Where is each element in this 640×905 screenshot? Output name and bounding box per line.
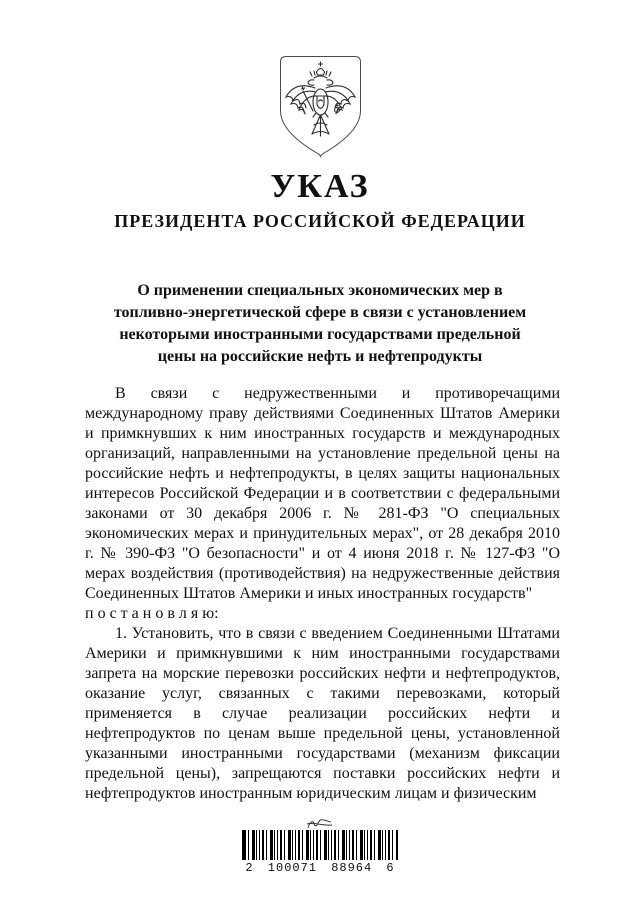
- decree-word-line: п о с т а н о в л я ю:: [85, 605, 219, 623]
- doc-type-title: УКАЗ: [270, 168, 370, 205]
- body-paragraph-preamble: В связи с недружественными и противоречащими международному праву действиями Соединенных Штатов Америки и примкнувших к ним иностранных государств и международных организаций, направленными на установление предельной цены на российские нефть и нефтепродукты, в целях защиты национальных интересов Российской Федерации и в соответствии с федеральными законами от 30 декабря 2006 г. № 281-ФЗ "О специальных экономических мерах и принудительных мерах", от 28 декабря 2010 г. № 390-ФЗ "О безопасности" и от 4 июня 2018 г. № 127-ФЗ "О мерах воздействия (противодействия) на недружественные действия Соединенных Штатов Америки и иных иностранных государств": [85, 385, 560, 603]
- body-paragraph-item-1: 1. Установить, что в связи с введением Соединенными Штатами Америки и примкнувшими к ним иностранными государствами запрета на морские перевозки российских нефти и нефтепродуктов, оказание услуг, связанных с такими перевозками, который применяется в случае реализации российских нефти и нефтепродуктов по ценам выше предельной цены, установленной указанными иностранными государствами (механизм фиксации предельной цены), запрещаются поставки российских нефти и нефтепродуктов иностранным юридическим лицам и физическим: [85, 625, 560, 803]
- subject-line-1: О применении специальных экономических мер в: [137, 282, 503, 300]
- barcode-number: 2 100071 88964 6: [245, 861, 395, 875]
- coat-of-arms-icon: [279, 55, 362, 161]
- doc-subject-heading: [70, 280, 570, 368]
- barcode-icon: [242, 830, 398, 860]
- subject-line-3: некоторыми иностранными государствами предельной: [119, 326, 521, 344]
- subject-line-4: цены на российские нефть и нефтепродукты: [157, 348, 483, 366]
- doc-authority-line: ПРЕЗИДЕНТА РОССИЙСКОЙ ФЕДЕРАЦИИ: [114, 211, 526, 232]
- subject-line-2: топливно-энергетической сфере в связи с установлением: [113, 304, 527, 322]
- doc-body: [85, 384, 560, 804]
- barcode-block: [235, 818, 405, 875]
